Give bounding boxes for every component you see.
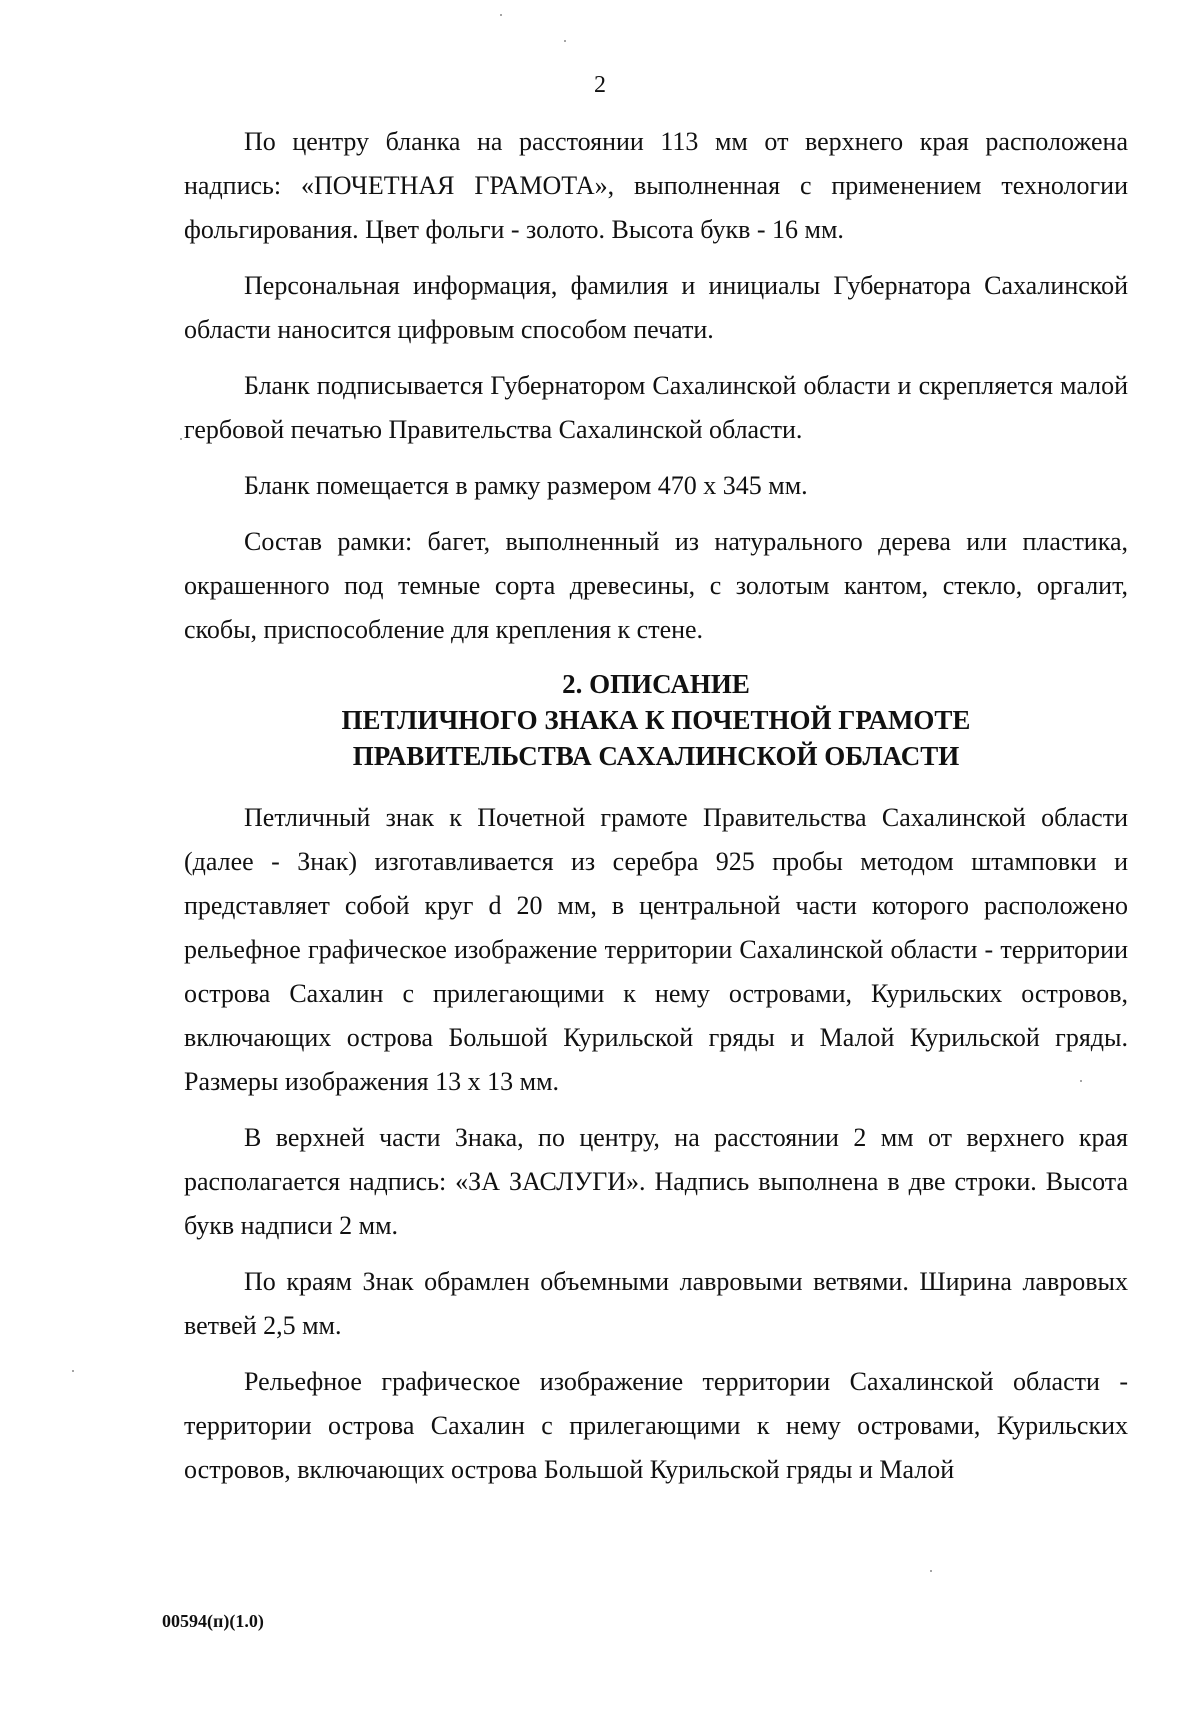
- paragraph-signature: Бланк подписывается Губернатором Сахалинской области и скрепляется малой гербовой печатью Правительства Сахалинской области.: [184, 371, 1128, 444]
- paragraph-badge-inscription: В верхней части Знака, по центру, на расстоянии 2 мм от верхнего края располагается надпись: «ЗА ЗАСЛУГИ». Надпись выполнена в две строки. Высота букв надписи 2 мм.: [184, 1123, 1128, 1240]
- paragraph-relief-image: Рельефное графическое изображение территории Сахалинской области - территории острова Сахалин с прилегающими к нему островами, Курильских островов, включающих острова Большой Курильской гряды и Малой: [184, 1367, 1128, 1484]
- scan-speck: [930, 1570, 932, 1572]
- scan-speck: [72, 1370, 74, 1372]
- document-code: 00594(п)(1.0): [162, 1611, 264, 1631]
- page-number: 2: [594, 72, 606, 98]
- section-heading-line-1: 2. ОПИСАНИЕ: [562, 669, 750, 699]
- section-heading-line-3: ПРАВИТЕЛЬСТВА САХАЛИНСКОЙ ОБЛАСТИ: [352, 741, 960, 771]
- paragraph-laurel-branches: По краям Знак обрамлен объемными лавровыми ветвями. Ширина лавровых ветвей 2,5 мм.: [184, 1267, 1128, 1340]
- scan-speck: [1080, 1080, 1082, 1082]
- paragraph-title-placement: По центру бланка на расстоянии 113 мм от верхнего края расположена надпись: «ПОЧЕТНАЯ ГРАМОТА», выполненная с применением технологии фольгирования. Цвет фольги - золото. Высота букв - 16 мм.: [184, 127, 1128, 244]
- scan-speck: [500, 14, 502, 16]
- section-heading-line-2: ПЕТЛИЧНОГО ЗНАКА К ПОЧЕТНОЙ ГРАМОТЕ: [341, 705, 971, 735]
- paragraph-frame-size: Бланк помещается в рамку размером 470 х 345 мм.: [244, 471, 808, 500]
- scan-speck: [564, 40, 566, 42]
- scan-speck: [180, 438, 182, 440]
- paragraph-frame-composition: Состав рамки: багет, выполненный из натурального дерева или пластика, окрашенного под темные сорта древесины, с золотым кантом, стекло, оргалит, скобы, приспособление для крепления к стене.: [184, 527, 1128, 644]
- document-body: [184, 120, 1128, 1504]
- section-heading: [184, 666, 1128, 774]
- paragraph-personal-info: Персональная информация, фамилия и инициалы Губернатора Сахалинской области наносится цифровым способом печати.: [184, 271, 1128, 344]
- paragraph-badge-description: Петличный знак к Почетной грамоте Правительства Сахалинской области (далее - Знак) изготавливается из серебра 925 пробы методом штамповки и представляет собой круг d 20 мм, в центральной части которого расположено рельефное графическое изображение территории Сахалинской области - территории острова Сахалин с прилегающими к нему островами, Курильских островов, включающих острова Большой Курильской гряды и Малой Курильской гряды. Размеры изображения 13 х 13 мм.: [184, 803, 1128, 1096]
